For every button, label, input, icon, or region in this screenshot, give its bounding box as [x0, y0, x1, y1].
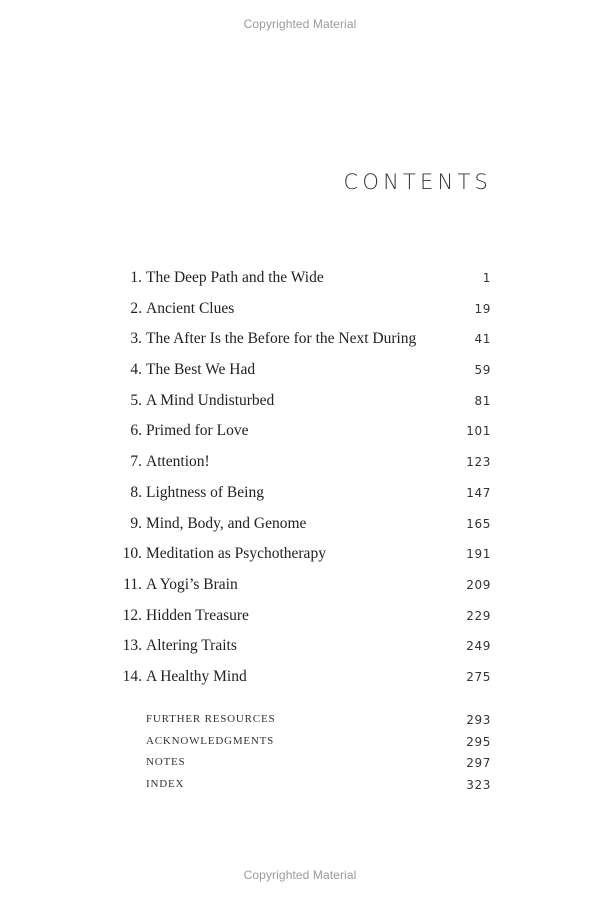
chapter-title: Lightness of Being	[146, 483, 264, 501]
chapter-entry	[0, 326, 600, 357]
chapter-number: 13.	[122, 637, 142, 655]
chapter-page-number: 229	[466, 608, 491, 623]
chapter-page-number: 19	[474, 301, 491, 316]
chapter-number: 6.	[130, 422, 142, 440]
chapter-entry	[0, 603, 600, 634]
chapter-number: 11.	[123, 575, 142, 593]
backmatter-page-number: 295	[466, 734, 491, 749]
watermark-top: Copyrighted Material	[243, 17, 357, 31]
chapter-entry	[0, 633, 600, 664]
chapter-page-number: 1	[482, 271, 491, 285]
page-title: CONTENTS	[343, 170, 492, 194]
backmatter-title: INDEX	[146, 777, 185, 790]
chapter-title: Meditation as Psychotherapy	[146, 545, 326, 563]
chapter-page-number: 147	[466, 485, 491, 500]
chapter-entry	[0, 572, 600, 603]
chapter-entry	[0, 480, 600, 511]
backmatter-page-number: 293	[466, 713, 491, 727]
chapter-number: 4.	[130, 361, 142, 379]
backmatter-list	[0, 710, 600, 796]
chapter-number: 1.	[130, 269, 142, 286]
chapter-entry	[0, 541, 600, 572]
backmatter-title: NOTES	[146, 756, 186, 768]
chapter-title: A Mind Undisturbed	[146, 391, 275, 409]
chapter-title: The Best We Had	[146, 361, 256, 379]
backmatter-title: FURTHER RESOURCES	[146, 713, 276, 725]
backmatter-page-number: 323	[466, 777, 491, 792]
chapter-title: The After Is the Before for the Next During	[146, 330, 417, 348]
backmatter-entry	[0, 775, 600, 797]
chapter-page-number: 165	[466, 516, 491, 531]
backmatter-entry	[0, 753, 600, 775]
chapter-page-number: 275	[466, 669, 491, 684]
chapter-page-number: 81	[474, 393, 491, 408]
chapter-title: Ancient Clues	[146, 299, 235, 317]
chapter-number: 5.	[130, 391, 142, 409]
chapter-page-number: 249	[466, 639, 491, 654]
chapter-list	[0, 265, 600, 695]
chapter-entry	[0, 265, 600, 296]
chapter-entry	[0, 296, 600, 327]
chapter-page-number: 101	[466, 424, 491, 439]
chapter-number: 7.	[130, 453, 142, 471]
chapter-number: 8.	[130, 483, 142, 501]
chapter-number: 2.	[130, 299, 142, 317]
chapter-entry	[0, 511, 600, 542]
chapter-entry	[0, 664, 600, 695]
chapter-page-number: 123	[466, 455, 491, 470]
backmatter-page-number: 297	[466, 756, 491, 770]
chapter-number: 12.	[122, 606, 142, 624]
chapter-page-number: 41	[474, 332, 491, 347]
chapter-entry	[0, 357, 600, 388]
chapter-number: 9.	[130, 514, 142, 532]
backmatter-title: ACKNOWLEDGMENTS	[146, 734, 275, 747]
chapter-number: 14.	[122, 667, 142, 685]
chapter-page-number: 59	[474, 363, 491, 378]
chapter-title: Primed for Love	[146, 422, 249, 440]
chapter-entry	[0, 418, 600, 449]
chapter-page-number: 191	[466, 547, 491, 562]
chapter-title: A Yogi’s Brain	[146, 575, 238, 593]
watermark-bottom: Copyrighted Material	[243, 868, 357, 882]
chapter-entry	[0, 388, 600, 419]
backmatter-entry	[0, 732, 600, 754]
chapter-page-number: 209	[466, 577, 491, 592]
chapter-title: Mind, Body, and Genome	[146, 514, 307, 532]
chapter-title: A Healthy Mind	[146, 667, 247, 685]
chapter-title: Attention!	[146, 453, 210, 471]
backmatter-entry	[0, 710, 600, 732]
chapter-entry	[0, 449, 600, 480]
chapter-title: Hidden Treasure	[146, 606, 249, 624]
chapter-number: 10.	[122, 545, 142, 563]
chapter-title: Altering Traits	[146, 637, 237, 655]
chapter-number: 3.	[130, 330, 142, 348]
chapter-title: The Deep Path and the Wide	[146, 269, 324, 286]
